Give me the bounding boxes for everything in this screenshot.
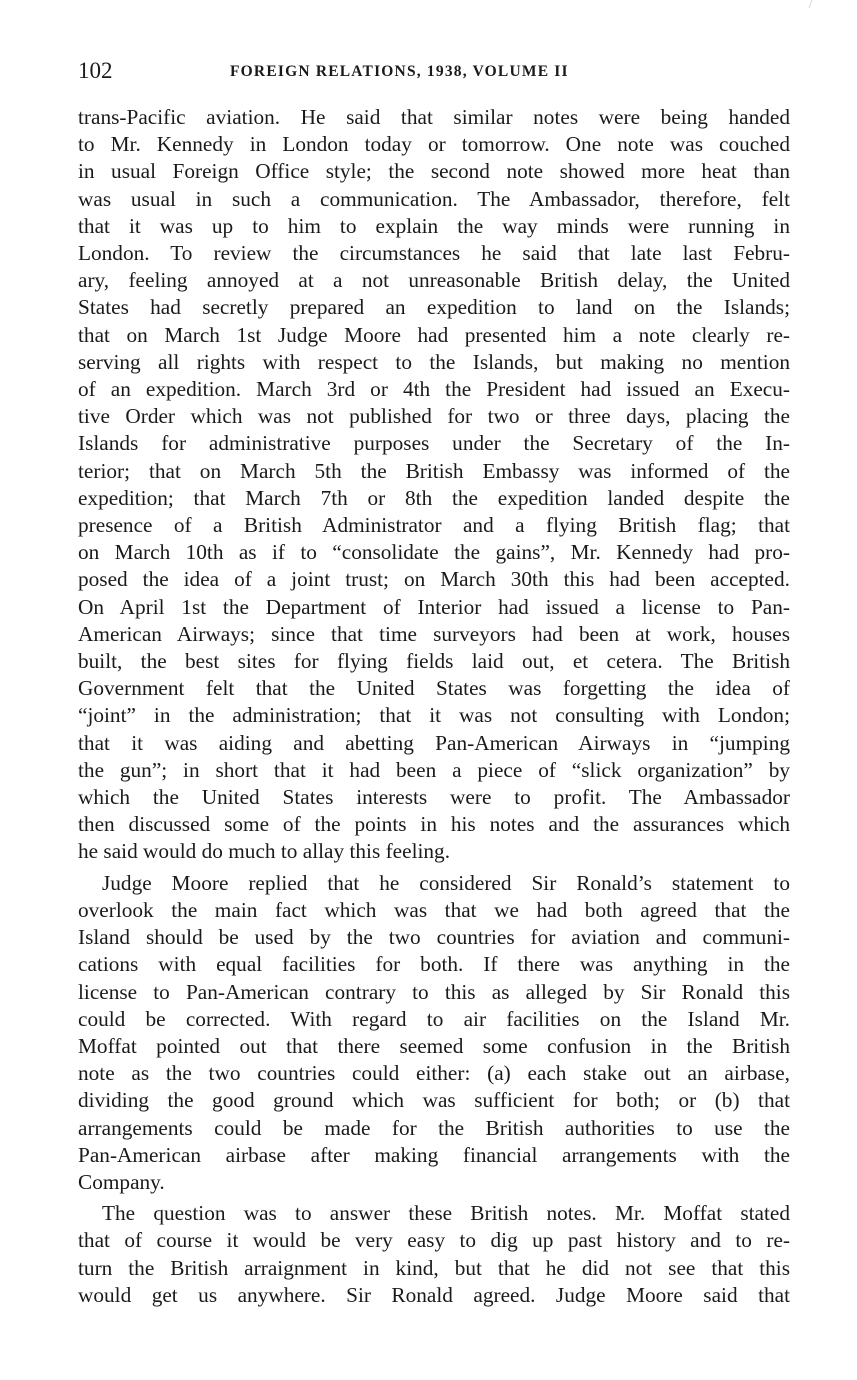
paragraph-2 xyxy=(78,870,790,1196)
text-line: Company. xyxy=(78,1169,165,1194)
text-line: which the United States interests were to profit. The Ambassador xyxy=(78,785,790,810)
text-line: could be corrected. With regard to air facilities on the Island Mr. xyxy=(78,1006,790,1031)
text-line: Pan-American airbase after making financial arrangements with the xyxy=(78,1142,790,1167)
text-line: serving all rights with respect to the Islands, but making no mention xyxy=(78,349,790,374)
text-line: cations with equal facilities for both. If there was anything in the xyxy=(78,952,790,977)
text-line: Judge Moore replied that he considered Sir Ronald’s statement to xyxy=(102,870,790,895)
text-line: London. To review the circumstances he said that late last Febru- xyxy=(78,241,790,266)
text-line: expedition; that March 7th or 8th the expedition landed despite the xyxy=(78,485,790,510)
text-line: that it was aiding and abetting Pan-American Airways in “jumping xyxy=(78,730,790,755)
text-line: then discussed some of the points in his notes and the assurances which xyxy=(78,812,790,837)
text-line: note as the two countries could either: (a) each stake out an airbase, xyxy=(78,1061,790,1086)
text-line: was usual in such a communication. The Ambassador, therefore, felt xyxy=(78,186,790,211)
text-line: ary, feeling annoyed at a not unreasonable British delay, the United xyxy=(78,268,790,293)
text-line: dividing the good ground which was sufficient for both; or (b) that xyxy=(78,1088,790,1113)
text-line: The question was to answer these British notes. Mr. Moffat stated xyxy=(102,1201,790,1226)
page-number: 102 xyxy=(78,58,113,83)
text-line: on March 10th as if to “consolidate the gains”, Mr. Kennedy had pro- xyxy=(78,540,790,565)
text-line: built, the best sites for flying fields laid out, et cetera. The British xyxy=(78,649,790,674)
body-text xyxy=(78,104,790,1313)
text-line: States had secretly prepared an expedition to land on the Islands; xyxy=(78,295,790,320)
running-head: FOREIGN RELATIONS, 1938, VOLUME II xyxy=(230,63,569,80)
text-line: license to Pan-American contrary to this as alleged by Sir Ronald this xyxy=(78,979,790,1004)
text-line: “joint” in the administration; that it was not consulting with London; xyxy=(78,703,790,728)
text-line: the gun”; in short that it had been a piece of “slick organization” by xyxy=(78,757,790,782)
scan-corner-mark xyxy=(809,0,821,8)
text-line: he said would do much to allay this feeling. xyxy=(78,839,451,864)
text-line: would get us anywhere. Sir Ronald agreed. Judge Moore said that xyxy=(78,1282,790,1307)
text-line: posed the idea of a joint trust; on March 30th this had been accepted. xyxy=(78,567,790,592)
text-line: that on March 1st Judge Moore had presented him a note clearly re- xyxy=(78,322,790,347)
text-line: On April 1st the Department of Interior had issued a license to Pan- xyxy=(78,594,790,619)
text-line: American Airways; since that time surveyors had been at work, houses xyxy=(78,621,790,646)
text-line: turn the British arraignment in kind, but that he did not see that this xyxy=(78,1255,790,1280)
text-line: tive Order which was not published for two or three days, placing the xyxy=(78,404,790,429)
text-line: Moffat pointed out that there seemed some confusion in the British xyxy=(78,1033,790,1058)
text-line: Islands for administrative purposes under the Secretary of the In- xyxy=(78,431,790,456)
text-line: presence of a British Administrator and a flying British flag; that xyxy=(78,513,790,538)
text-line: that of course it would be very easy to dig up past history and to re- xyxy=(78,1228,790,1253)
paragraph-1 xyxy=(78,104,790,866)
text-line: overlook the main fact which was that we had both agreed that the xyxy=(78,897,790,922)
text-line: that it was up to him to explain the way minds were running in xyxy=(78,213,790,238)
page-header xyxy=(78,58,790,88)
text-line: arrangements could be made for the British authorities to use the xyxy=(78,1115,790,1140)
text-line: trans-Pacific aviation. He said that similar notes were being handed xyxy=(78,105,790,129)
text-line: terior; that on March 5th the British Embassy was informed of the xyxy=(78,458,790,483)
text-line: of an expedition. March 3rd or 4th the President had issued an Execu- xyxy=(78,377,790,402)
text-line: to Mr. Kennedy in London today or tomorrow. One note was couched xyxy=(78,132,790,157)
text-line: Government felt that the United States was forgetting the idea of xyxy=(78,676,790,701)
paragraph-3 xyxy=(78,1200,790,1309)
text-line: Island should be used by the two countries for aviation and communi- xyxy=(78,925,790,950)
text-line: in usual Foreign Office style; the second note showed more heat than xyxy=(78,159,790,184)
